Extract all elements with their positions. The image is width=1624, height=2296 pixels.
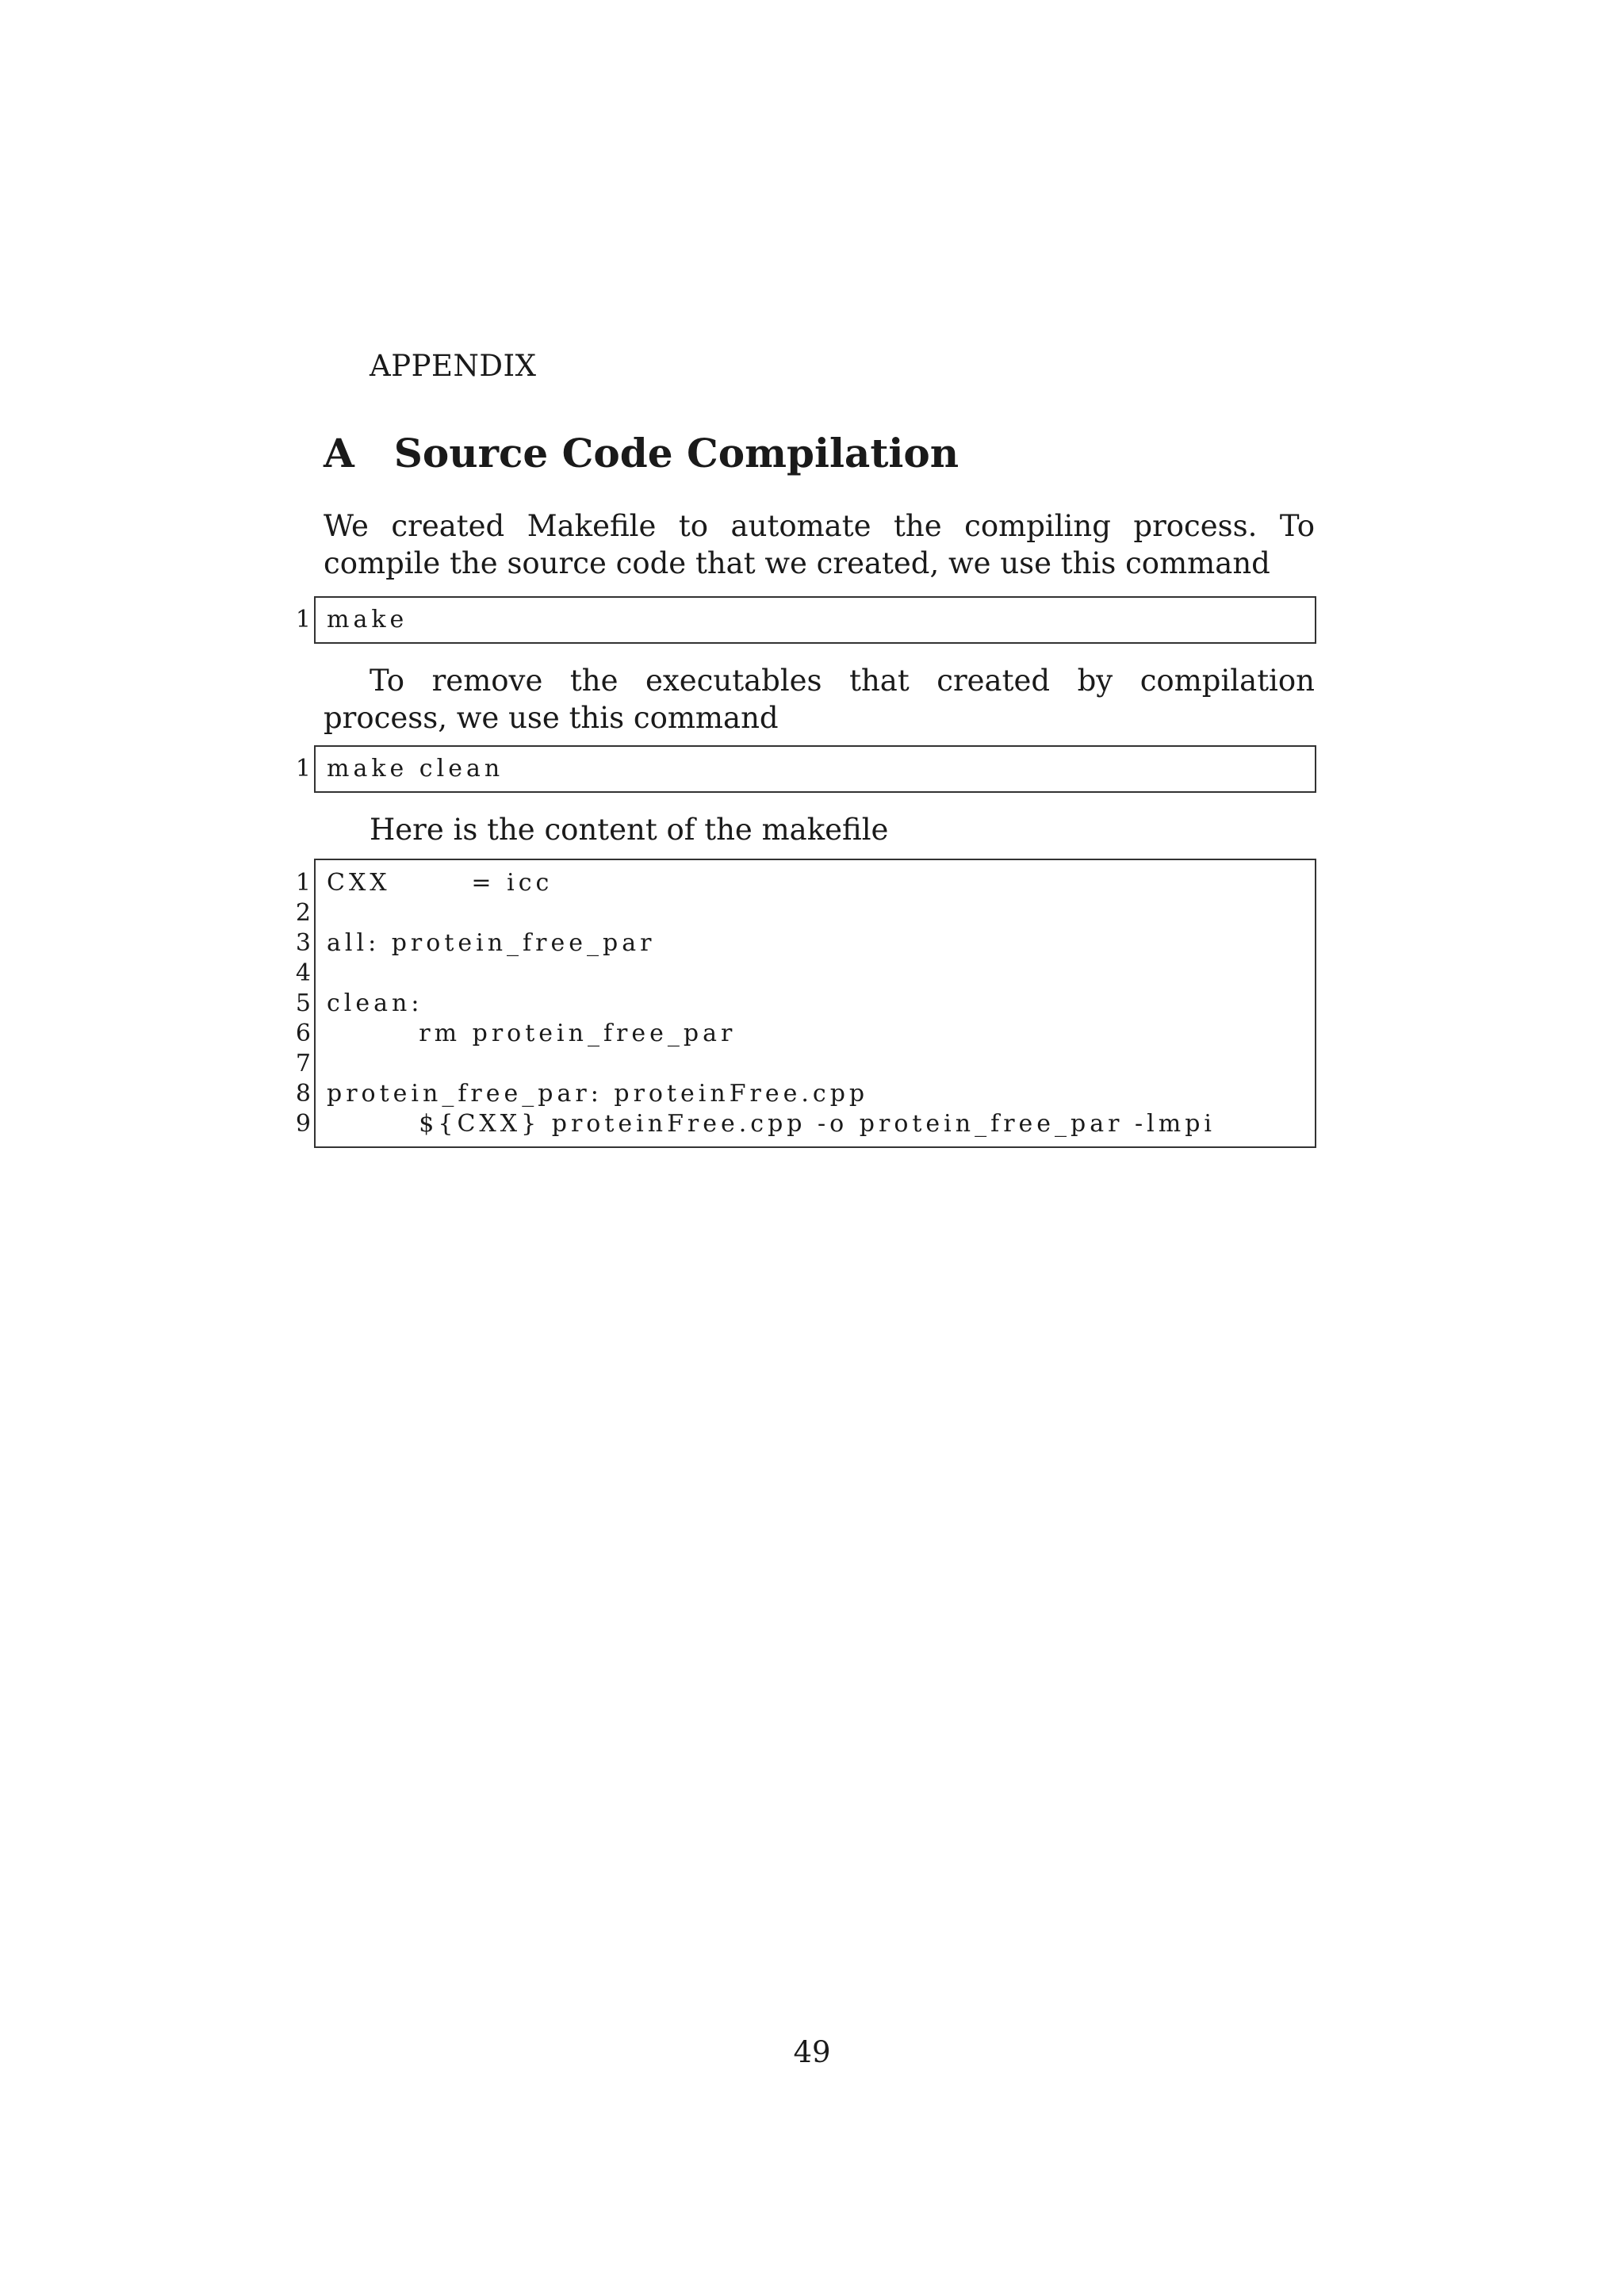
section-title: Source Code Compilation xyxy=(393,430,959,476)
line-number: 9 xyxy=(295,1110,311,1138)
code-text: CXX = icc xyxy=(327,869,553,897)
code-text: ${CXX} proteinFree.cpp -o protein_free_par -lmpi xyxy=(327,1110,1216,1138)
intro-paragraph: We created Makefile to automate the compiling process. To compile the source code that we created, we use this command xyxy=(324,509,1315,580)
line-number: 6 xyxy=(295,1020,311,1047)
code-text: protein_free_par: proteinFree.cpp xyxy=(327,1080,869,1108)
running-head: APPENDIX xyxy=(370,349,537,383)
content-paragraph: Here is the content of the makefile xyxy=(370,813,889,847)
code-block-makefile xyxy=(295,859,1316,1148)
code-line xyxy=(295,605,1315,635)
code-block-compile xyxy=(295,596,1316,644)
line-number: 8 xyxy=(295,1080,311,1108)
code-line xyxy=(295,1049,1315,1079)
code-text: make clean xyxy=(327,755,504,783)
line-number: 5 xyxy=(295,989,311,1017)
page-number: 49 xyxy=(793,2035,831,2069)
code-text: rm protein_free_par xyxy=(327,1020,737,1047)
code-text: clean: xyxy=(327,989,423,1017)
line-number: 1 xyxy=(295,755,311,783)
code-line xyxy=(295,959,1315,989)
code-line xyxy=(295,928,1315,959)
line-number: 1 xyxy=(295,606,311,633)
line-number: 3 xyxy=(295,929,311,957)
code-line xyxy=(295,1109,1315,1139)
line-number: 7 xyxy=(295,1050,311,1077)
line-number: 1 xyxy=(295,869,311,897)
code-line xyxy=(295,1019,1315,1049)
code-line xyxy=(295,898,1315,928)
code-line xyxy=(295,754,1315,784)
line-number: 2 xyxy=(295,899,311,927)
code-block-clean xyxy=(295,745,1316,793)
code-line xyxy=(295,868,1315,898)
section-number: A xyxy=(324,430,354,476)
code-text: all: protein_free_par xyxy=(327,929,656,957)
code-line xyxy=(295,1079,1315,1109)
line-number: 4 xyxy=(295,959,311,987)
remove-paragraph: To remove the executables that created by compilation process, we use this command xyxy=(324,664,1315,735)
code-text: make xyxy=(327,606,408,633)
section-heading xyxy=(324,430,959,476)
code-line xyxy=(295,989,1315,1019)
